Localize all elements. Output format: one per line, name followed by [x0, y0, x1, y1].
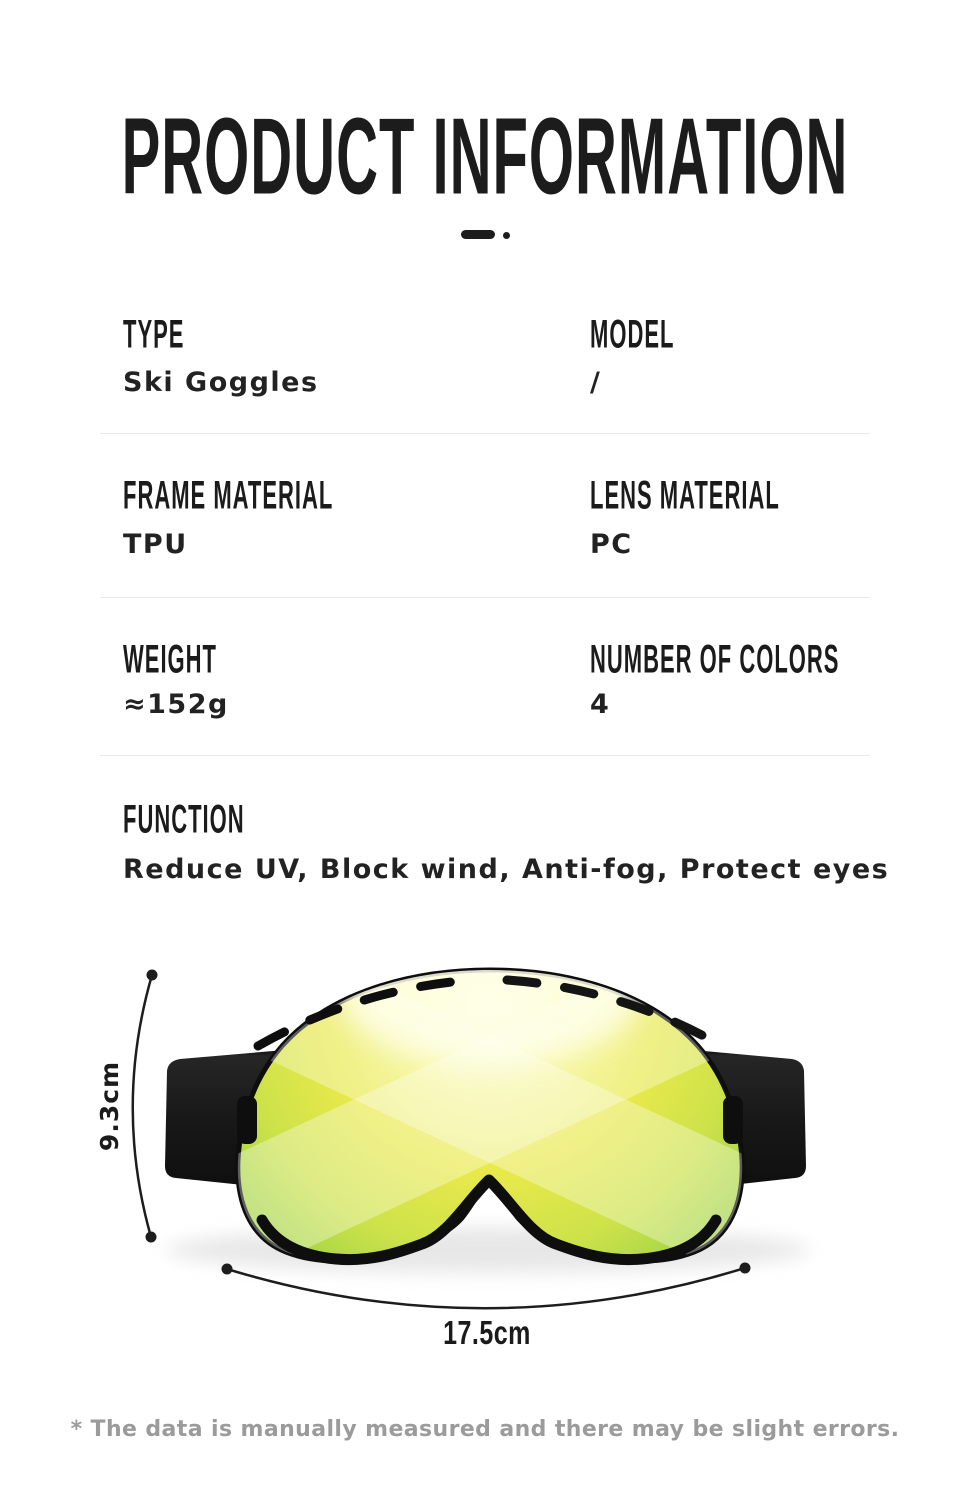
spec-label-function: FUNCTION	[123, 796, 245, 842]
divider-dash	[461, 230, 495, 239]
spec-label-number-of-colors: NUMBER OF COLORS	[590, 636, 840, 682]
dimension-arc-height	[133, 975, 152, 1237]
title-divider	[0, 228, 970, 240]
ski-goggles-image	[90, 950, 880, 1370]
strap-clip-left	[237, 1096, 257, 1144]
spec-value-model: /	[590, 367, 602, 398]
dimension-height-label: 9.3cm	[95, 1060, 124, 1152]
spec-value-lens-material: PC	[590, 529, 633, 560]
spec-value-weight: ≈152g	[123, 689, 229, 720]
dimension-width-label	[397, 1316, 577, 1350]
dimension-dot	[740, 1263, 751, 1274]
page-title-text: PRODUCT INFORMATION	[121, 95, 849, 219]
spec-value-frame-material: TPU	[123, 529, 188, 560]
spec-value-number-of-colors: 4	[590, 689, 611, 720]
divider-dot	[503, 232, 510, 239]
page-title	[0, 95, 970, 219]
spec-label-type: TYPE	[123, 311, 185, 357]
strap-clip-right	[723, 1096, 743, 1144]
dimension-dot	[147, 970, 158, 981]
row-divider-1	[100, 433, 870, 434]
spec-value-type: Ski Goggles	[123, 367, 319, 398]
dimension-dot	[222, 1264, 233, 1275]
spec-value-function: Reduce UV, Block wind, Anti-fog, Protect eyes	[123, 854, 890, 885]
row-divider-2	[100, 597, 870, 598]
spec-label-frame-material: FRAME MATERIAL	[123, 472, 334, 518]
row-divider-3	[100, 755, 870, 756]
spec-label-weight: WEIGHT	[123, 636, 217, 682]
spec-label-lens-material: LENS MATERIAL	[590, 472, 780, 518]
dimension-dot	[146, 1232, 157, 1243]
dimension-arc-width	[227, 1268, 745, 1308]
footnote: * The data is manually measured and there may be slight errors.	[70, 1417, 900, 1442]
dimension-width-text: 17.5cm	[443, 1314, 531, 1352]
spec-label-model: MODEL	[590, 311, 675, 357]
product-figure	[90, 950, 880, 1370]
